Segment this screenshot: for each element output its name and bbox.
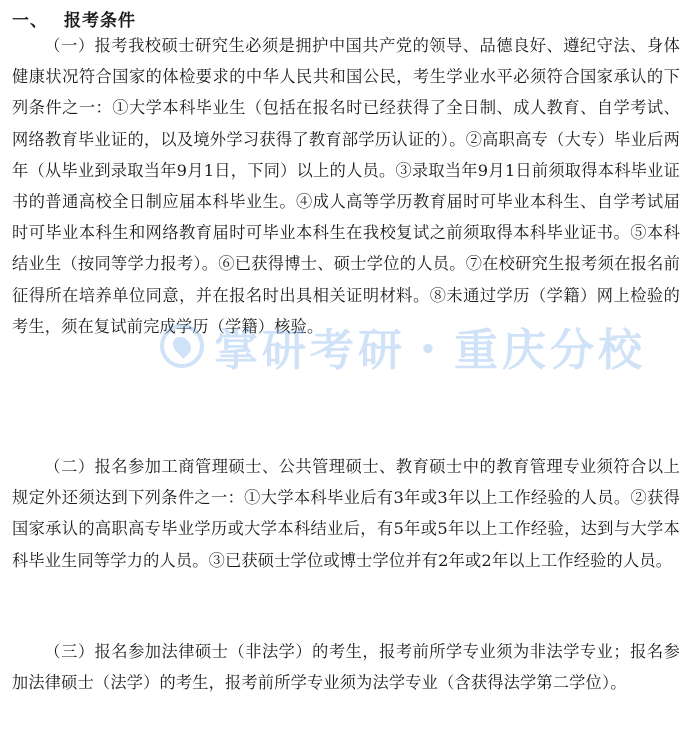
section-number: 一、 [12, 11, 48, 31]
section-title: 报考条件 [64, 11, 136, 31]
section-heading [12, 6, 136, 31]
paragraph-3: （三）报名参加法律硕士（非法学）的考生，报考前所学专业须为非法学专业；报名参加法律硕士（法学）的考生，报考前所学专业须为法学专业（含获得法学第二学位）。 [12, 642, 680, 693]
paragraph-2: （二）报名参加工商管理硕士、公共管理硕士、教育硕士中的教育管理专业须符合以上规定外还须达到下列条件之一：①大学本科毕业后有3年或3年以上工作经验的人员。②获得国家承认的高职高专毕业学历或大学本科结业后，有5年或5年以上工作经验，达到与大学本科毕业生同等学力的人员。③已获硕士学位或博士学位并有2年或2年以上工作经验的人员。 [12, 457, 680, 570]
paragraph-1: （一）报考我校硕士研究生必须是拥护中国共产党的领导、品德良好、遵纪守法、身体健康状况符合国家的体检要求的中华人民共和国公民，考生学业水平必须符合国家承认的下列条件之一：①大学本科毕业生（包括在报名时已经获得了全日制、成人教育、自学考试、网络教育毕业证的，以及境外学习获得了教育部学历认证的）。②高职高专（大专）毕业后两年（从毕业到录取当年9月1日，下同）以上的人员。③录取当年9月1日前须取得本科毕业证书的普通高校全日制应届本科毕业生。④成人高等学历教育届时可毕业本科生、自学考试届时可毕业本科生和网络教育届时可毕业本科生在我校复试之前须取得本科毕业证书。⑤本科结业生（按同等学力报考）。⑥已获得博士、硕士学位的人员。⑦在校研究生报考须在报名前征得所在培养单位同意，并在报名时出具相关证明材料。⑧未通过学历（学籍）网上检验的考生，须在复试前完成学历（学籍）核验。 [12, 36, 680, 336]
watermark-text: 掌研考研・重庆分校 [214, 325, 646, 376]
